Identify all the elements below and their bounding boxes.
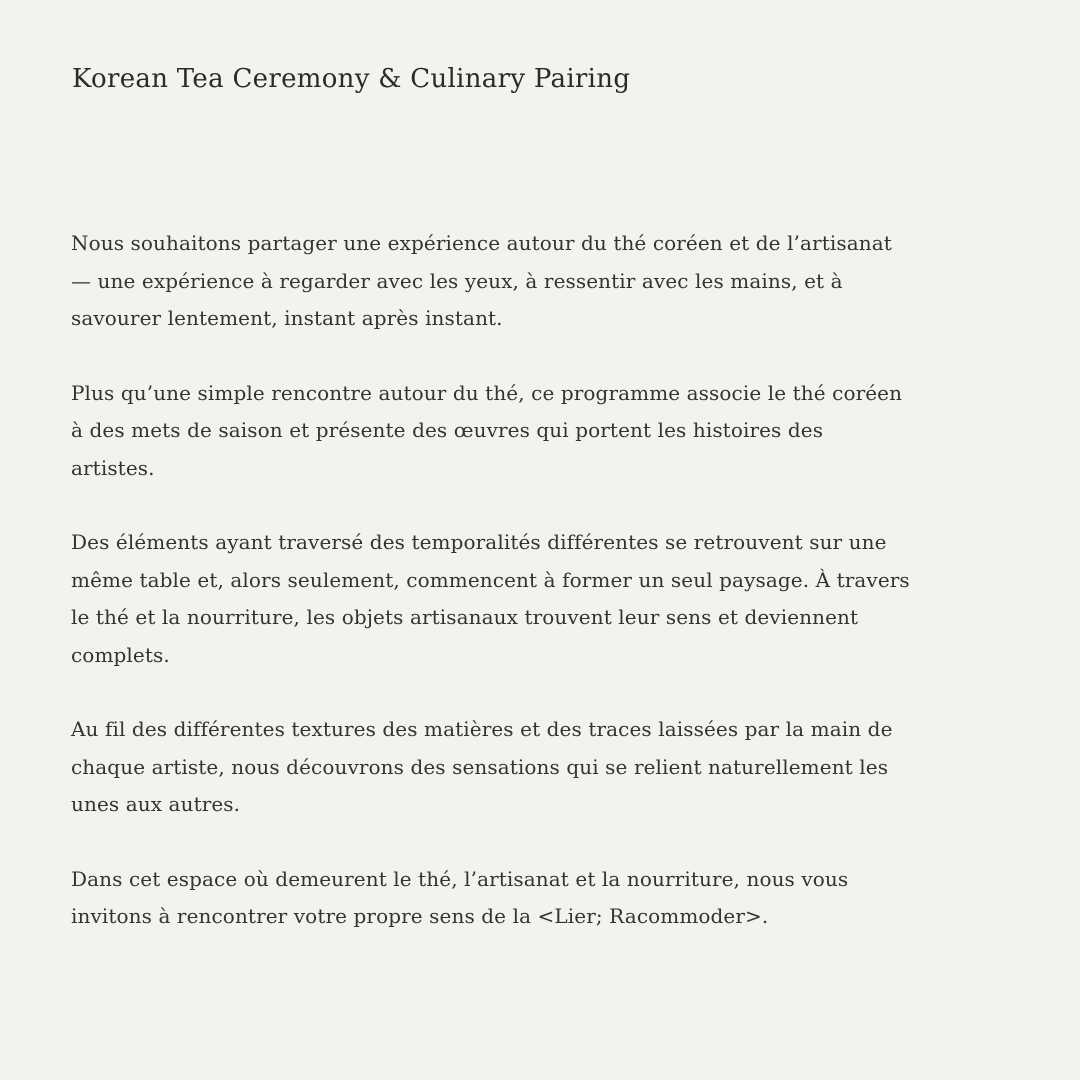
document-body xyxy=(71,225,911,973)
paragraph-2: Plus qu’une simple rencontre autour du thé, ce programme associe le thé coréen à des mets de saison et présente des œuvres qui portent les histoires des artistes. xyxy=(71,380,903,480)
paragraph-4: Au fil des différentes textures des matières et des traces laissées par la main de chaque artiste, nous découvrons des sensations qui se relient naturellement les unes aux autres. xyxy=(71,717,893,816)
paragraph-5: Dans cet espace où demeurent le thé, l’artisanat et la nourriture, nous vous invitons à rencontrer votre propre sens de la <Lier; Racommoder>. xyxy=(71,866,849,928)
paragraph-1: Nous souhaitons partager une expérience autour du thé coréen et de l’artisanat — une expérience à regarder avec les yeux, à ressentir avec les mains, et à savourer lentement, instant après instant. xyxy=(71,231,892,330)
document-title: Korean Tea Ceremony & Culinary Pairing xyxy=(72,64,631,94)
paragraph-3: Des éléments ayant traversé des temporalités différentes se retrouvent sur une même table et, alors seulement, commencent à former un seul paysage. À travers le thé et la nourriture, les objets artisanaux trouvent leur sens et deviennent complets. xyxy=(71,530,910,667)
